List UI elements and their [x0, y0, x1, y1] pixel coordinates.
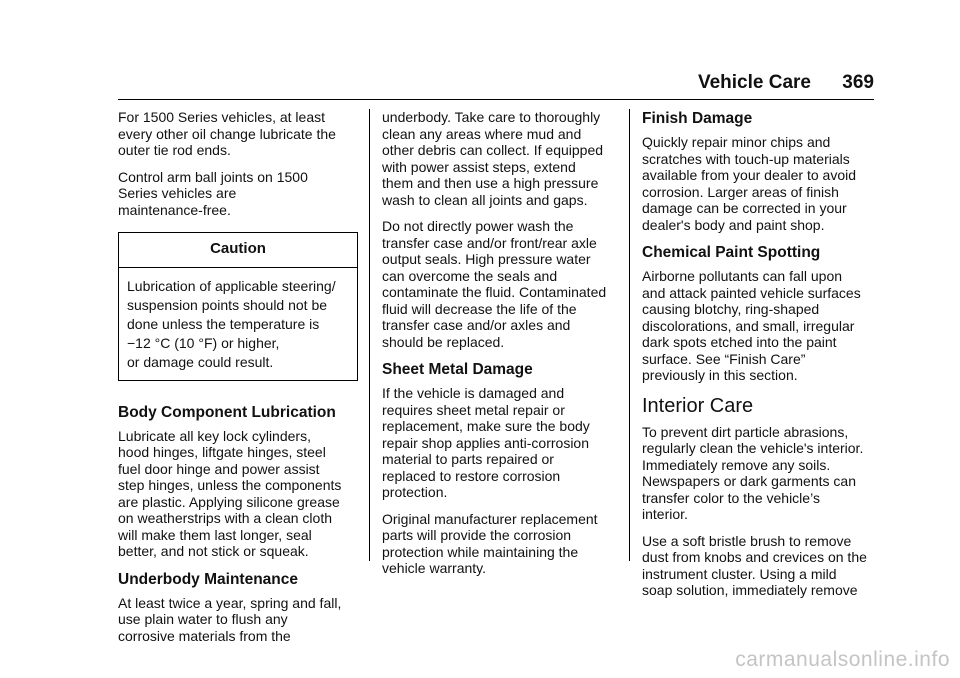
chemical-paint-text: Airborne pollutants can fall upon and attack painted vehicle surfaces causing blotchy, ring-shaped discolorations, and small, irregular dark spots etched into the paint surface. See “Finish Care” previously in this section.: [642, 268, 861, 383]
interior-care-heading: Interior Care: [642, 394, 754, 417]
finish-damage-heading: Finish Damage: [642, 110, 753, 127]
column-1: [118, 109, 358, 654]
underbody-continued-text: underbody. Take care to thoroughly clean any areas where mud and other debris can collect. If equipped with power assist steps, extend them and then use a high pressure wash to clean all joints and gaps.: [382, 109, 604, 208]
tie-rod-paragraph: For 1500 Series vehicles, at least every other oil change lubricate the outer tie rod ends.: [118, 109, 336, 158]
column-3: [642, 109, 878, 609]
replacement-parts-text: Original manufacturer replacement parts will provide the corrosion protection while maintaining the vehicle warranty.: [382, 510, 598, 576]
chemical-paint-heading: Chemical Paint Spotting: [642, 244, 821, 261]
header-rule: [118, 99, 874, 100]
ball-joint-paragraph: Control arm ball joints on 1500 Series vehicles are maintenance-free.: [118, 168, 308, 218]
caution-box: [118, 232, 358, 381]
body-component-heading: Body Component Lubrication: [118, 403, 336, 421]
section-title: Vehicle Care: [697, 72, 812, 93]
underbody-text: At least twice a year, spring and fall, use plain water to flush any corrosive materials from the: [118, 594, 342, 644]
body-component-text: Lubricate all key lock cylinders, hood hinges, liftgate hinges, steel fuel door hinge and power assist step hinges, unless the components are plastic. Applying silicone grease on weatherstrips with a clean cloth will make them last longer, seal better, and not stick or squeak.: [118, 427, 342, 559]
sheet-metal-text: If the vehicle is damaged and requires sheet metal repair or replacement, make sure the body repair shop applies anti-corrosion material to parts repaired or replaced to restore corrosion protection.: [382, 385, 590, 500]
interior-care-text: To prevent dirt particle abrasions, regularly clean the vehicle's interior. Immediately remove any soils. Newspapers or dark garments can transfer color to the vehicle’s interior.: [642, 423, 864, 522]
watermark: carmanualsonline.info: [735, 648, 950, 671]
column-divider-1: [369, 109, 370, 561]
caution-text: Lubrication of applicable steering/ suspension points should not be done unless the temperature is −12 °C (10 °F) or higher, or damage could result.: [127, 277, 336, 370]
caution-title: Caution: [119, 233, 357, 268]
column-2: [382, 109, 618, 587]
bristle-brush-text: Use a soft bristle brush to remove dust from knobs and crevices on the instrument cluster. Using a mild soap solution, immediately remove: [642, 532, 867, 598]
column-divider-2: [629, 109, 630, 561]
finish-damage-text: Quickly repair minor chips and scratches with touch-up materials available from your dealer to avoid corrosion. Larger areas of finish damage can be corrected in your dealer's body and paint shop.: [642, 134, 857, 233]
underbody-heading: Underbody Maintenance: [118, 570, 298, 588]
power-wash-text: Do not directly power wash the transfer case and/or front/rear axle output seals. High pressure water can overcome the seals and contaminate the fluid. Contaminated fluid will decrease the life of the transfer case and/or axles and should be replaced.: [382, 218, 607, 350]
page-header: [698, 72, 874, 94]
page-number: 369: [842, 72, 874, 93]
sheet-metal-heading: Sheet Metal Damage: [382, 361, 533, 378]
